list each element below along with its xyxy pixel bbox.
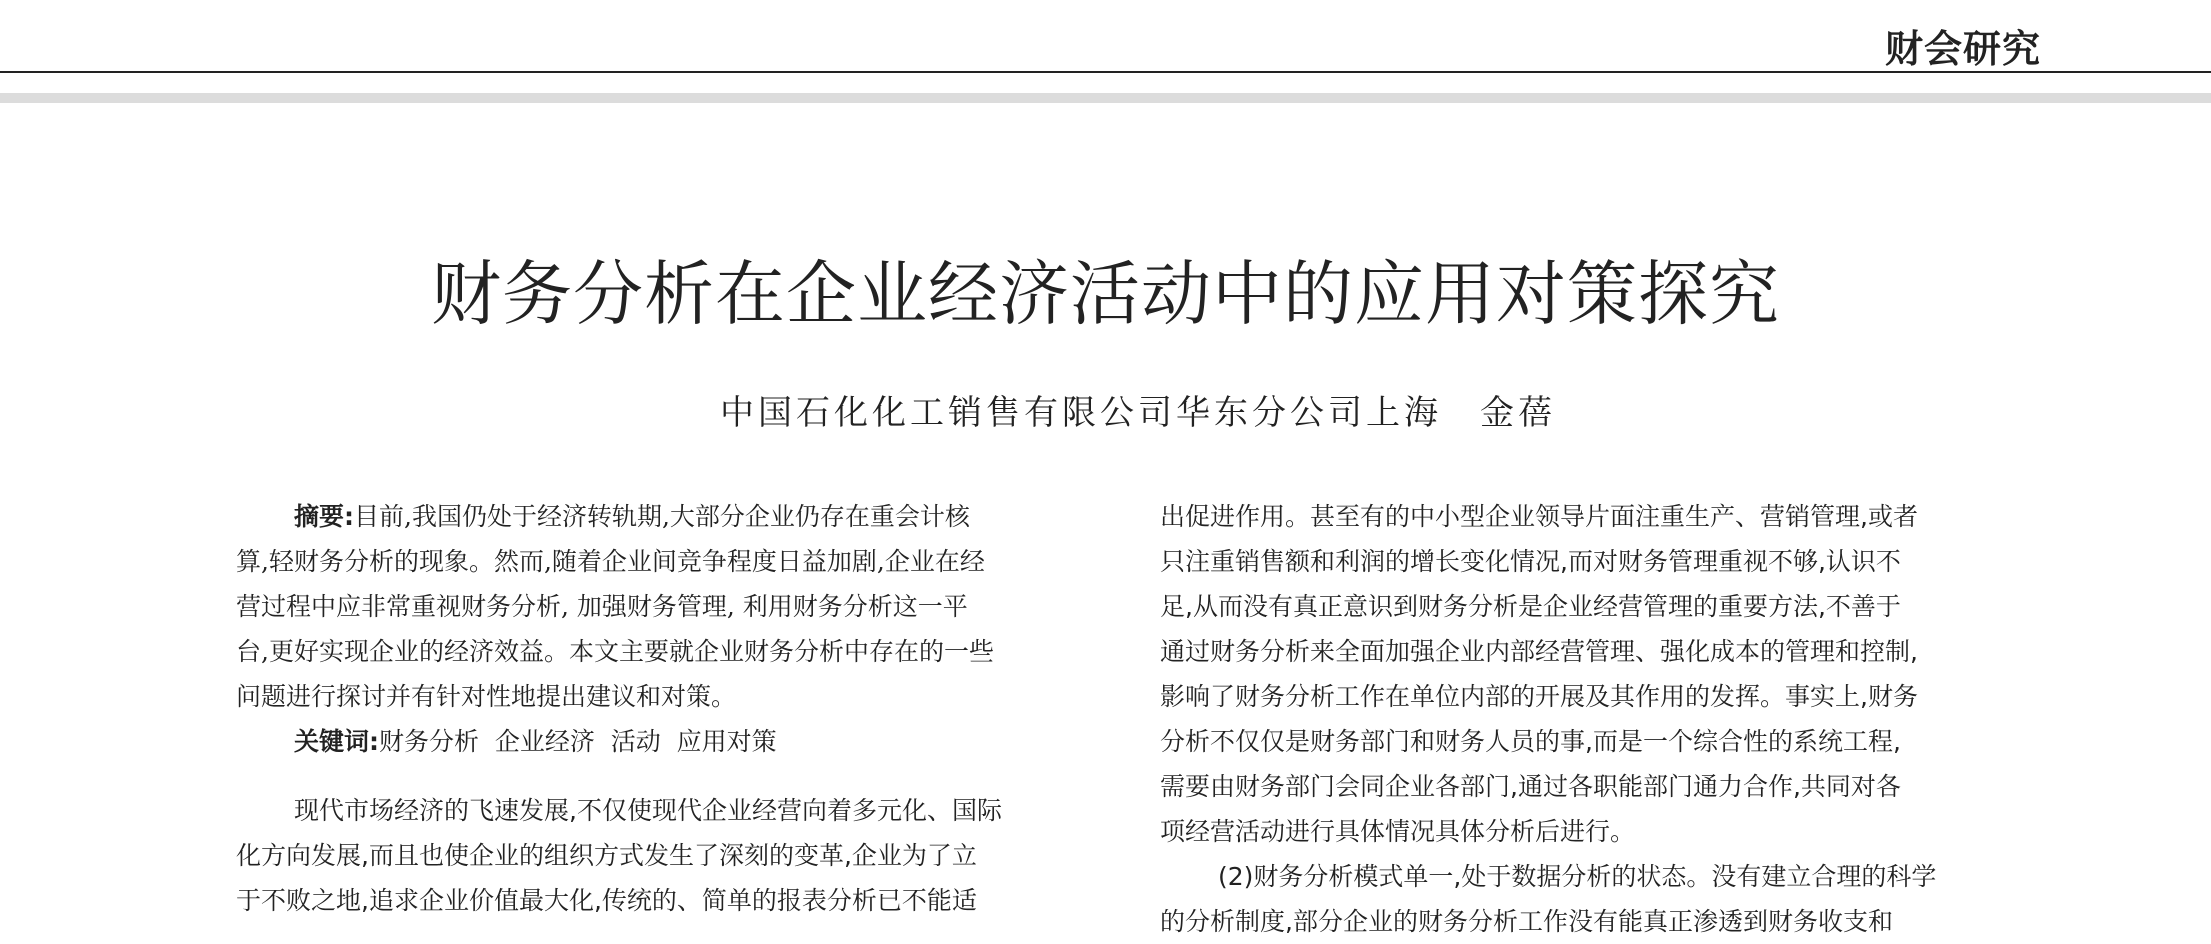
section-header-label: 财会研究 <box>1884 27 2041 71</box>
keywords-line <box>236 719 1098 764</box>
body-line: 出促进作用。甚至有的中小型企业领导片面注重生产、营销管理,或者 <box>1160 502 1918 531</box>
keywords-text: 财务分析 企业经济 活动 应用对策 <box>379 727 777 756</box>
body-line: (2)财务分析模式单一,处于数据分析的状态。没有建立合理的科学 <box>1218 862 1937 891</box>
body-line: 需要由财务部门会同企业各部门,通过各职能部门通力合作,共同对各 <box>1160 772 1901 801</box>
keywords-label: 关键词: <box>294 727 379 756</box>
paragraph-gap <box>236 764 1098 788</box>
abstract-line: 营过程中应非常重视财务分析, 加强财务管理, 利用财务分析这一平 <box>236 592 968 621</box>
author-name: 金蓓 <box>1480 393 1556 433</box>
abstract-line: 算,轻财务分析的现象。然而,随着企业间竞争程度日益加剧,企业在经 <box>236 547 985 576</box>
body-line: 现代市场经济的飞速发展,不仅使现代企业经营向着多元化、国际 <box>294 796 1002 825</box>
body-line: 只注重销售额和利润的增长变化情况,而对财务管理重视不够,认识不 <box>1160 547 1901 576</box>
abstract-line: 台,更好实现企业的经济效益。本文主要就企业财务分析中存在的一些 <box>236 637 994 666</box>
author-affiliation: 中国石化化工销售有限公司华东分公司上海 <box>720 393 1442 433</box>
abstract-text: 目前,我国仍处于经济转轨期,大部分企业仍存在重会计核 <box>354 502 970 531</box>
abstract-line: 问题进行探讨并有针对性地提出建议和对策。 <box>236 682 737 711</box>
body-line: 影响了财务分析工作在单位内部的开展及其作用的发挥。事实上,财务 <box>1160 682 1918 711</box>
body-line: 于不败之地,追求企业价值最大化,传统的、简单的报表分析已不能适 <box>236 886 977 915</box>
abstract-line <box>236 494 1098 539</box>
body-line: 化方向发展,而且也使企业的组织方式发生了深刻的变革,企业为了立 <box>236 841 977 870</box>
left-column <box>236 494 1098 923</box>
header-rule-thick <box>0 93 2211 103</box>
header-rule-thin <box>0 71 2211 73</box>
body-line: 通过财务分析来全面加强企业内部经营管理、强化成本的管理和控制, <box>1160 637 1918 666</box>
body-line: 的分析制度,部分企业的财务分析工作没有能真正渗透到财务收支和 <box>1160 907 1893 936</box>
author-line <box>720 385 1556 434</box>
body-line: 足,从而没有真正意识到财务分析是企业经营管理的重要方法,不善于 <box>1160 592 1901 621</box>
right-column <box>1160 494 2022 944</box>
body-line: 分析不仅仅是财务部门和财务人员的事,而是一个综合性的系统工程, <box>1160 727 1901 756</box>
abstract-label: 摘要: <box>294 502 354 531</box>
body-line: 项经营活动进行具体情况具体分析后进行。 <box>1160 817 1636 846</box>
article-title: 财务分析在企业经济活动中的应用对策探究 <box>431 253 1780 335</box>
